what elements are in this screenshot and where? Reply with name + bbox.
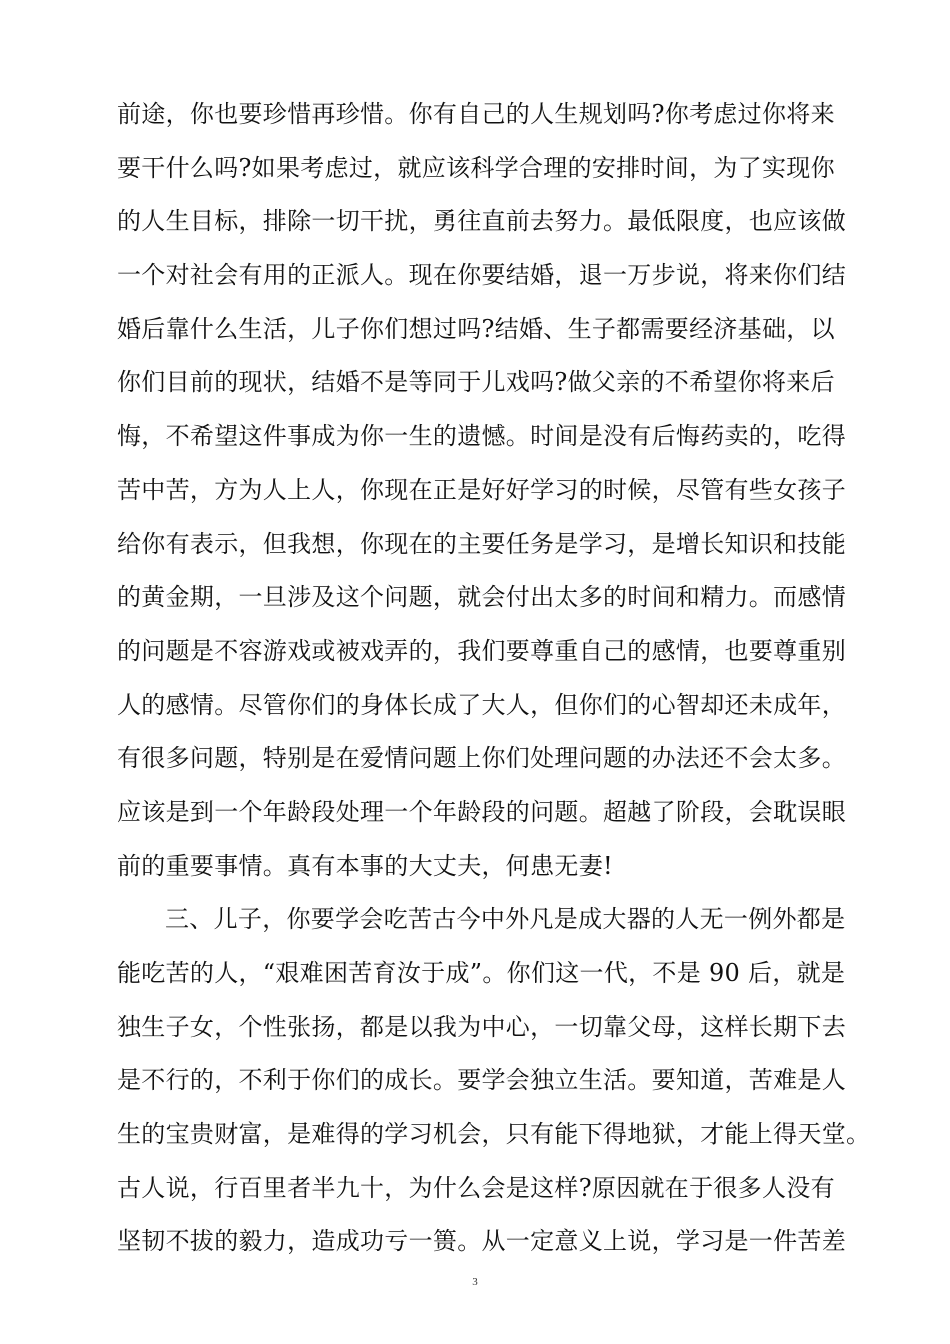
paragraph-start-line: 三、儿子，你要学会吃苦古今中外凡是成大器的人无一例外都是 xyxy=(165,905,846,934)
text-line: 独生子女，个性张扬，都是以我为中心，一切靠父母，这样长期下去 xyxy=(117,1012,846,1041)
page-number: 3 xyxy=(472,1276,478,1288)
text-line: 前的重要事情。真有本事的大丈夫，何患无妻! xyxy=(117,851,613,880)
text-line: 生的宝贵财富，是难得的学习机会，只有能下得地狱，才能上得天堂。 xyxy=(117,1120,871,1149)
text-line: 有很多问题，特别是在爱情问题上你们处理问题的办法还不会太多。 xyxy=(117,744,846,773)
text-line: 古人说，行百里者半九十，为什么会是这样?原因就在于很多人没有 xyxy=(117,1173,835,1202)
text-line: 你们目前的现状，结婚不是等同于儿戏吗?做父亲的不希望你将来后 xyxy=(117,368,835,397)
text-line: 人的感情。尽管你们的身体长成了大人，但你们的心智却还未成年， xyxy=(117,690,846,719)
text-line: 能吃苦的人，“艰难困苦育汝于成”。你们这一代，不是 90 后，就是 xyxy=(117,959,846,987)
text-line: 要干什么吗?如果考虑过，就应该科学合理的安排时间，为了实现你 xyxy=(117,153,835,182)
text-line: 给你有表示，但我想，你现在的主要任务是学习，是增长知识和技能 xyxy=(117,529,846,558)
text-line: 前途，你也要珍惜再珍惜。你有自己的人生规划吗?你考虑过你将来 xyxy=(117,100,835,128)
text-line: 悔，不希望这件事成为你一生的遗憾。时间是没有后悔药卖的，吃得 xyxy=(117,422,846,451)
text-line: 是不行的，不利于你们的成长。要学会独立生活。要知道，苦难是人 xyxy=(117,1066,846,1095)
text-line: 坚韧不拔的毅力，造成功亏一篑。从一定意义上说，学习是一件苦差 xyxy=(117,1227,846,1256)
text-line: 的问题是不容游戏或被戏弄的，我们要尊重自己的感情，也要尊重别 xyxy=(117,636,846,665)
text-line: 一个对社会有用的正派人。现在你要结婚，退一万步说，将来你们结 xyxy=(117,261,846,290)
text-line: 应该是到一个年龄段处理一个年龄段的问题。超越了阶段，会耽误眼 xyxy=(117,797,846,826)
body-text xyxy=(117,88,871,1269)
text-line: 婚后靠什么生活，儿子你们想过吗?结婚、生子都需要经济基础，以 xyxy=(117,314,835,343)
text-line: 苦中苦，方为人上人，你现在正是好好学习的时候，尽管有些女孩子 xyxy=(117,475,846,504)
text-line: 的黄金期，一旦涉及这个问题，就会付出太多的时间和精力。而感情 xyxy=(117,583,846,612)
text-line: 的人生目标，排除一切干扰，勇往直前去努力。最低限度，也应该做 xyxy=(117,207,846,236)
